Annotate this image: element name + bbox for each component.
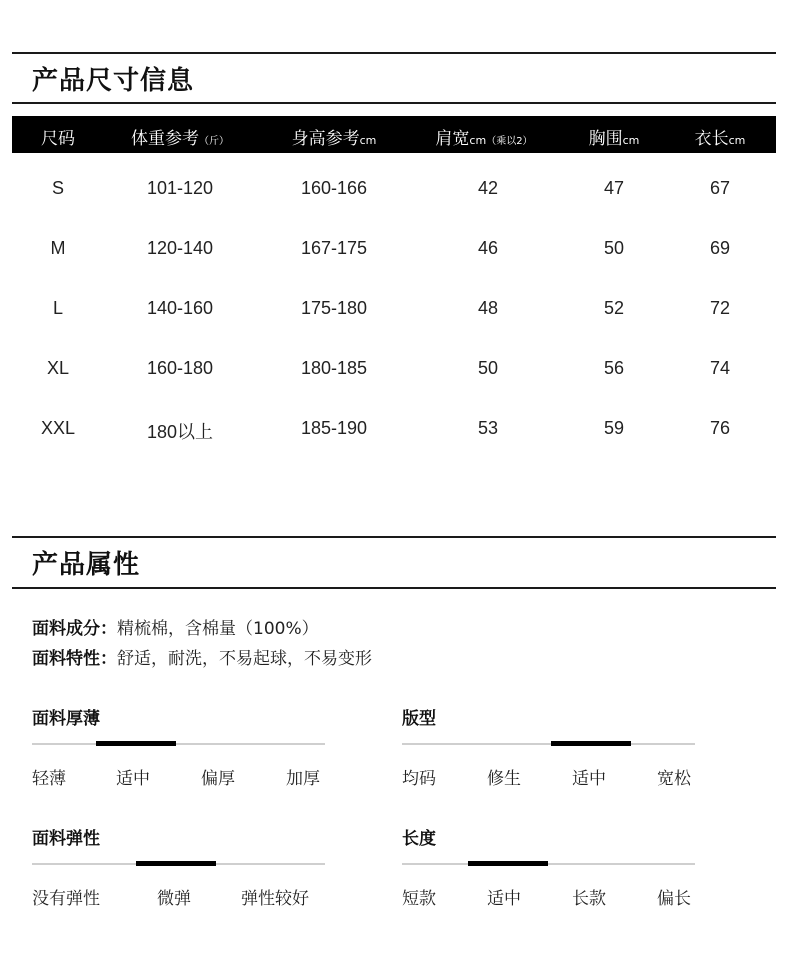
size-table-header bbox=[12, 116, 776, 153]
cell-length: 76 bbox=[709, 418, 731, 438]
length-option: 偏长 bbox=[657, 889, 691, 909]
cell-size: L bbox=[52, 298, 64, 318]
elasticity-track bbox=[32, 863, 325, 865]
cell-size: S bbox=[51, 178, 65, 198]
cell-shoulder: 53 bbox=[477, 418, 499, 438]
table-row bbox=[12, 235, 776, 265]
cell-chest: 47 bbox=[603, 178, 625, 198]
header-size bbox=[41, 124, 75, 149]
header-length-label: 衣长 bbox=[694, 129, 729, 149]
length-option: 适中 bbox=[487, 889, 521, 909]
elasticity-option: 弹性较好 bbox=[241, 889, 309, 909]
header-shoulder-unit: cm bbox=[469, 134, 487, 147]
thickness-option: 偏厚 bbox=[201, 769, 235, 789]
header-weight-label: 体重参考 bbox=[131, 129, 199, 149]
elasticity-option: 没有弹性 bbox=[32, 889, 100, 909]
fabric-feature-value: 舒适，耐洗，不易起球，不易变形 bbox=[117, 649, 372, 669]
header-height-unit: cm bbox=[359, 134, 377, 147]
attr-section-title: 产品属性 bbox=[32, 550, 141, 580]
cell-size: M bbox=[50, 238, 66, 258]
length-option: 长款 bbox=[572, 889, 606, 909]
elasticity-option: 微弹 bbox=[157, 889, 191, 909]
fabric-feature bbox=[32, 644, 372, 669]
table-row bbox=[12, 295, 776, 325]
cell-length: 74 bbox=[709, 358, 731, 378]
fit-marker bbox=[551, 741, 631, 746]
length-option: 短款 bbox=[402, 889, 436, 909]
thickness-title: 面料厚薄 bbox=[32, 709, 100, 729]
header-height bbox=[292, 124, 377, 149]
fit-option: 修生 bbox=[487, 769, 521, 789]
cell-chest: 56 bbox=[603, 358, 625, 378]
fit-track bbox=[402, 743, 695, 745]
length-title: 长度 bbox=[402, 829, 436, 849]
header-shoulder-label: 肩宽 bbox=[435, 129, 470, 149]
fabric-composition-label: 面料成分： bbox=[32, 619, 117, 639]
thickness-marker bbox=[96, 741, 176, 746]
cell-length: 72 bbox=[709, 298, 731, 318]
fabric-composition-value: 精梳棉，含棉量（100%） bbox=[117, 619, 319, 639]
attr-title-underline bbox=[12, 587, 776, 589]
cell-height: 175-180 bbox=[300, 298, 368, 318]
fit-option: 适中 bbox=[572, 769, 606, 789]
cell-chest: 52 bbox=[603, 298, 625, 318]
fabric-feature-label: 面料特性： bbox=[32, 649, 117, 669]
table-row bbox=[12, 355, 776, 385]
cell-size: XL bbox=[46, 358, 70, 378]
thickness-track bbox=[32, 743, 325, 745]
cell-weight: 120-140 bbox=[146, 238, 214, 258]
cell-shoulder: 48 bbox=[477, 298, 499, 318]
header-length bbox=[695, 124, 746, 149]
cell-length: 69 bbox=[709, 238, 731, 258]
thickness-option: 适中 bbox=[116, 769, 150, 789]
cell-height: 167-175 bbox=[300, 238, 368, 258]
cell-weight: 160-180 bbox=[146, 358, 214, 378]
cell-weight: 180以上 bbox=[146, 422, 214, 442]
cell-shoulder: 46 bbox=[477, 238, 499, 258]
length-track bbox=[402, 863, 695, 865]
cell-shoulder: 42 bbox=[477, 178, 499, 198]
header-shoulder-note: （乘以2） bbox=[486, 136, 533, 147]
table-row bbox=[12, 415, 776, 445]
header-shoulder bbox=[435, 124, 532, 149]
thickness-option: 加厚 bbox=[286, 769, 320, 789]
header-weight bbox=[131, 124, 229, 149]
fit-title: 版型 bbox=[402, 709, 436, 729]
top-rule bbox=[12, 52, 776, 54]
cell-height: 180-185 bbox=[300, 358, 368, 378]
thickness-option: 轻薄 bbox=[32, 769, 66, 789]
cell-height: 185-190 bbox=[300, 418, 368, 438]
cell-height: 160-166 bbox=[300, 178, 368, 198]
size-section-title: 产品尺寸信息 bbox=[32, 66, 195, 96]
cell-weight: 140-160 bbox=[146, 298, 214, 318]
elasticity-marker bbox=[136, 861, 216, 866]
cell-chest: 50 bbox=[603, 238, 625, 258]
header-chest bbox=[589, 124, 640, 149]
header-weight-note: （斤） bbox=[199, 136, 229, 147]
fit-option: 均码 bbox=[402, 769, 436, 789]
attr-top-rule bbox=[12, 536, 776, 538]
title-underline bbox=[12, 102, 776, 104]
cell-length: 67 bbox=[709, 178, 731, 198]
cell-chest: 59 bbox=[603, 418, 625, 438]
fabric-composition bbox=[32, 614, 319, 639]
header-size-label: 尺码 bbox=[41, 129, 75, 149]
header-chest-label: 胸围 bbox=[588, 129, 623, 149]
length-marker bbox=[468, 861, 548, 866]
header-length-unit: cm bbox=[728, 134, 746, 147]
elasticity-title: 面料弹性 bbox=[32, 829, 100, 849]
header-height-label: 身高参考 bbox=[291, 129, 360, 149]
cell-shoulder: 50 bbox=[477, 358, 499, 378]
cell-weight: 101-120 bbox=[146, 178, 214, 198]
header-chest-unit: cm bbox=[622, 134, 640, 147]
table-row bbox=[12, 175, 776, 205]
fit-option: 宽松 bbox=[657, 769, 691, 789]
cell-size: XXL bbox=[40, 418, 76, 438]
